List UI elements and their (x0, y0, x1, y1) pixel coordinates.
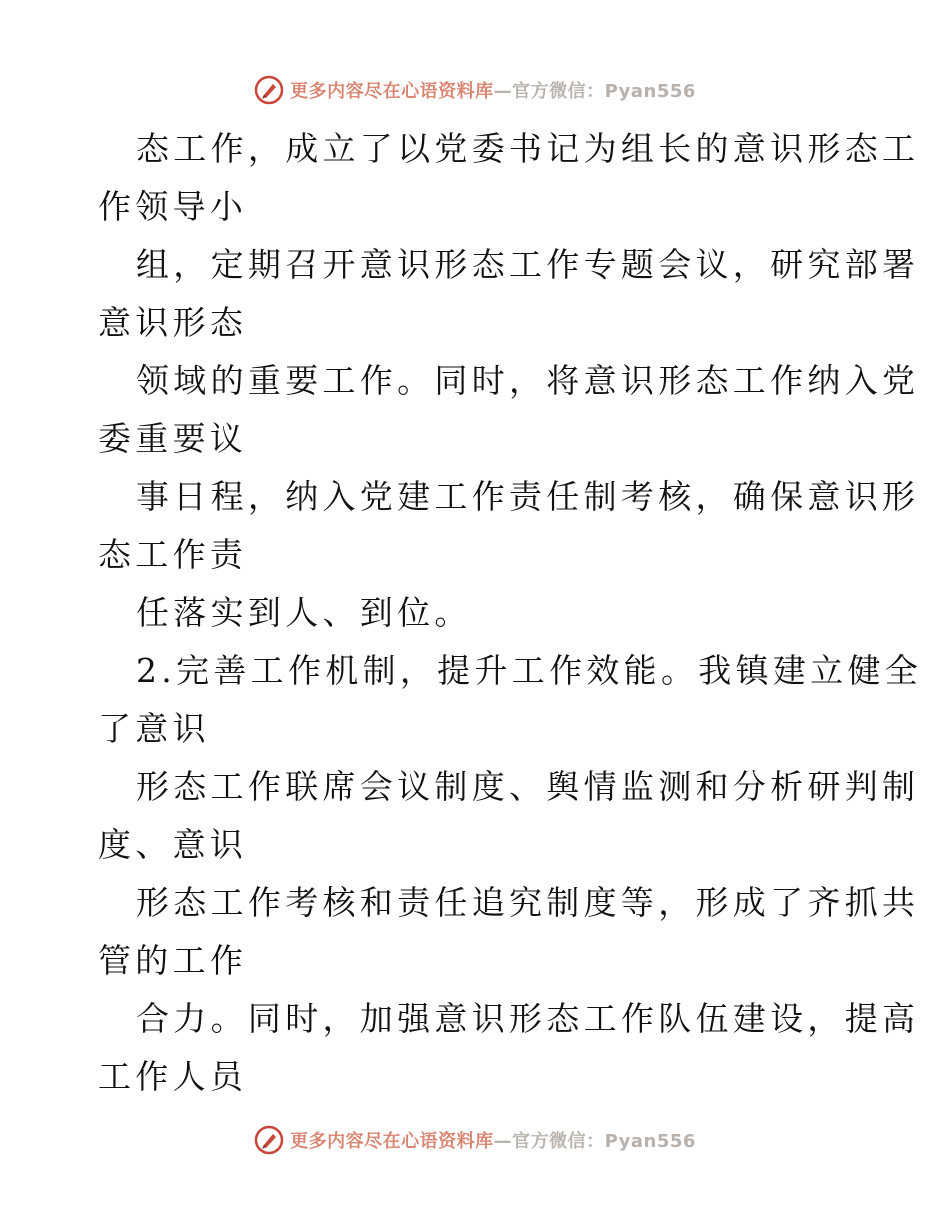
body-line: 形态工作联席会议制度、舆情监测和分析研判制 (136, 767, 920, 806)
body-line: 态工作责 (98, 535, 248, 574)
body-line: 管的工作 (98, 941, 248, 980)
body-line: 2.完善工作机制，提升工作效能。我镇建立健全 (136, 651, 923, 690)
body-line: 形态工作考核和责任追究制度等，形成了齐抓共 (136, 883, 920, 922)
body-line: 了意识 (98, 709, 210, 748)
body-line: 态工作，成立了以党委书记为组长的意识形态工 (136, 129, 920, 168)
body-line: 委重要议 (98, 419, 248, 458)
pen-logo-icon (254, 75, 284, 105)
footer-watermark (0, 1120, 950, 1160)
body-line: 任落实到人、到位。 (136, 593, 472, 632)
body-line: 合力。同时，加强意识形态工作队伍建设，提高 (136, 999, 920, 1038)
body-line: 度、意识 (98, 825, 248, 864)
document-body (98, 120, 923, 1106)
watermark-brand: 更多内容尽在心语资料库 (290, 1131, 494, 1152)
watermark-separator: — (493, 1131, 513, 1152)
body-line: 工作人员 (98, 1057, 248, 1096)
body-line: 意识形态 (98, 303, 248, 342)
watermark-separator: — (493, 81, 513, 102)
body-line: 组，定期召开意识形态工作专题会议，研究部署 (136, 245, 920, 284)
watermark-brand: 更多内容尽在心语资料库 (290, 81, 494, 102)
body-line: 领域的重要工作。同时，将意识形态工作纳入党 (136, 361, 920, 400)
watermark-contact: 官方微信：Pyan556 (512, 1131, 696, 1152)
header-watermark (0, 70, 950, 110)
pen-logo-icon (254, 1125, 284, 1155)
body-line: 作领导小 (98, 187, 248, 226)
watermark-contact: 官方微信：Pyan556 (512, 81, 696, 102)
body-line: 事日程，纳入党建工作责任制考核，确保意识形 (136, 477, 920, 516)
